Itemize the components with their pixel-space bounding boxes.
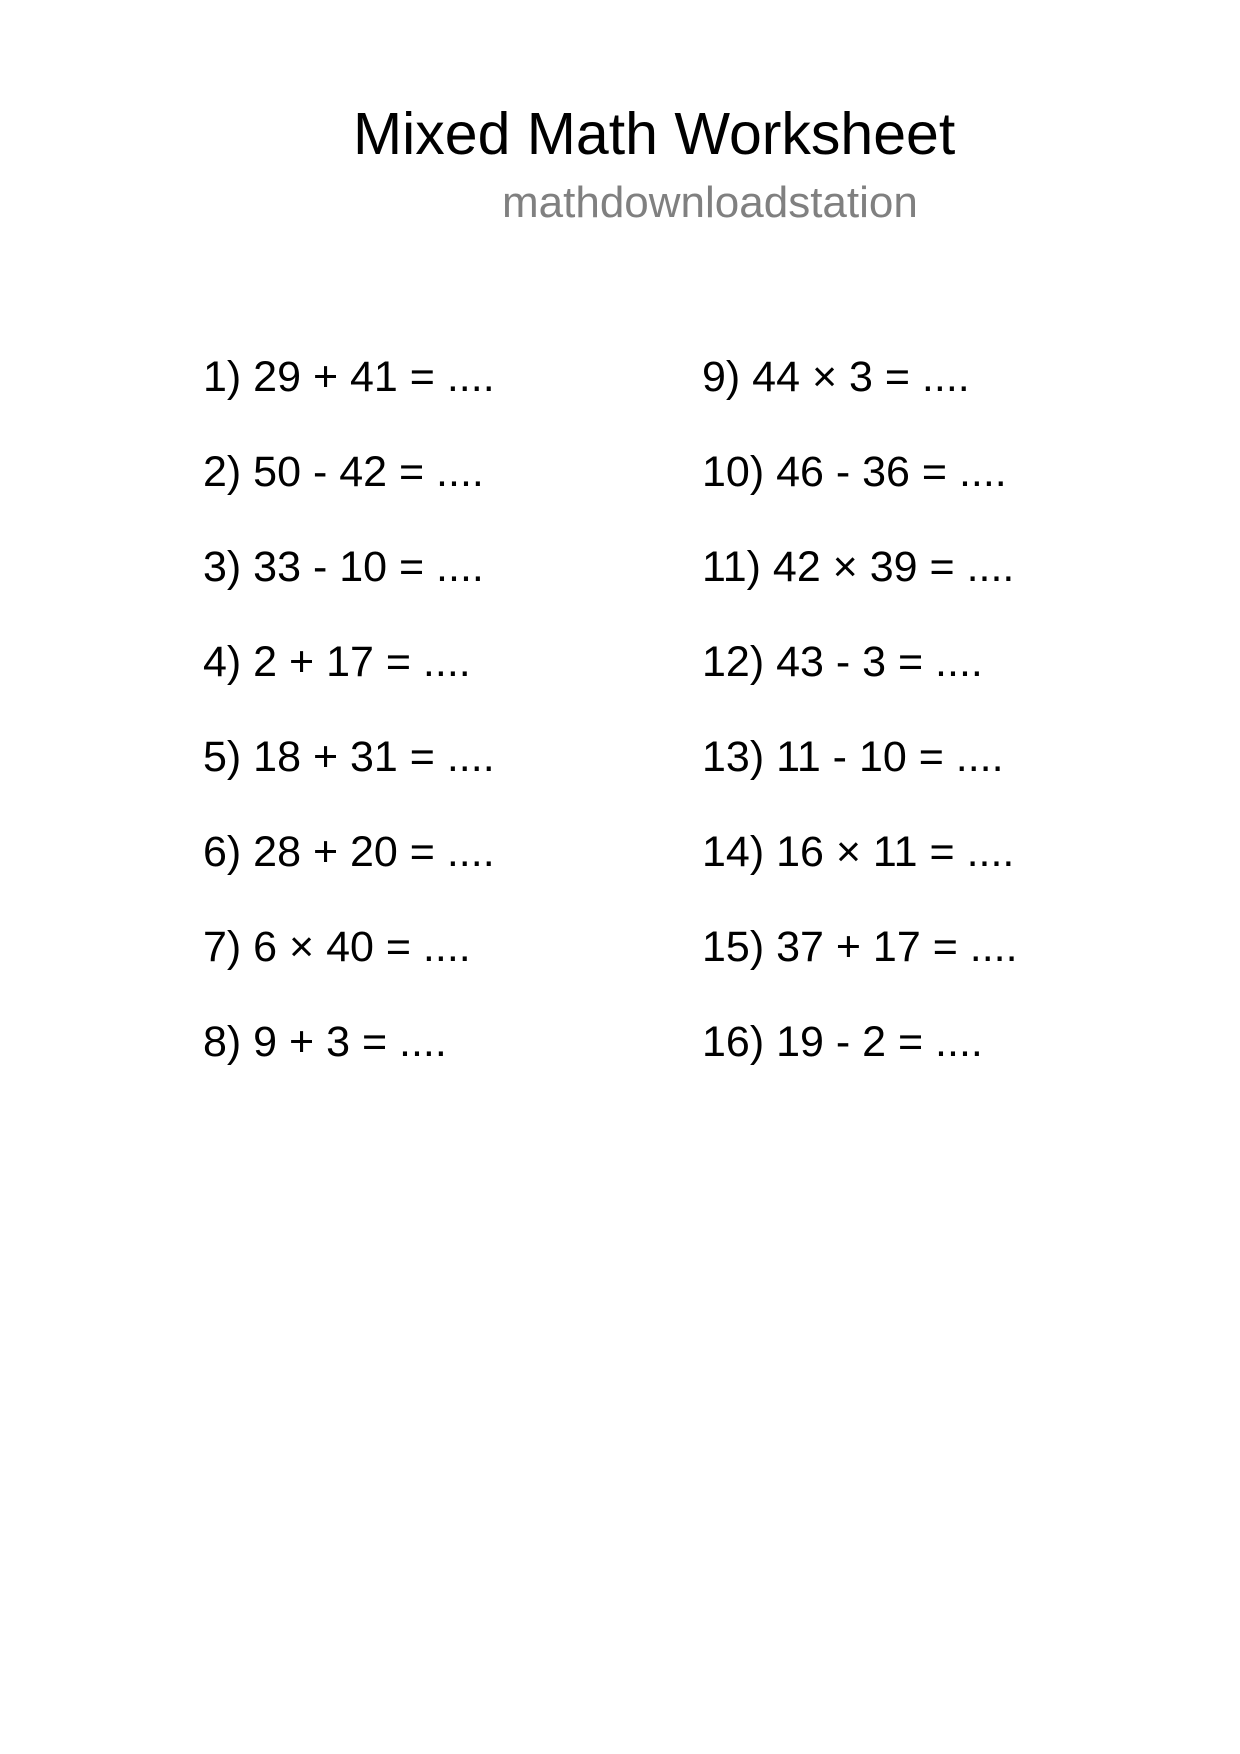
problem-12: 12) 43 - 3 = ....	[702, 638, 983, 686]
problem-8: 8) 9 + 3 = ....	[203, 1018, 447, 1066]
problem-1: 1) 29 + 41 = ....	[203, 353, 495, 401]
problem-14: 14) 16 × 11 = ....	[702, 828, 1015, 876]
problems-column-right	[702, 353, 1018, 1116]
problem-7: 7) 6 × 40 = ....	[203, 923, 471, 971]
problem-4: 4) 2 + 17 = ....	[203, 638, 471, 686]
problem-16: 16) 19 - 2 = ....	[702, 1018, 983, 1066]
worksheet-title: Mixed Math Worksheet	[353, 101, 956, 167]
problem-15: 15) 37 + 17 = ....	[702, 923, 1018, 971]
problem-3: 3) 33 - 10 = ....	[203, 543, 484, 591]
problem-11: 11) 42 × 39 = ....	[702, 543, 1015, 591]
problems-column-left	[203, 353, 495, 1116]
problem-10: 10) 46 - 36 = ....	[702, 448, 1007, 496]
problem-2: 2) 50 - 42 = ....	[203, 448, 484, 496]
problem-5: 5) 18 + 31 = ....	[203, 733, 495, 781]
problem-9: 9) 44 × 3 = ....	[702, 353, 970, 401]
worksheet-subtitle: mathdownloadstation	[502, 178, 918, 227]
problem-13: 13) 11 - 10 = ....	[702, 733, 1004, 781]
problem-6: 6) 28 + 20 = ....	[203, 828, 495, 876]
